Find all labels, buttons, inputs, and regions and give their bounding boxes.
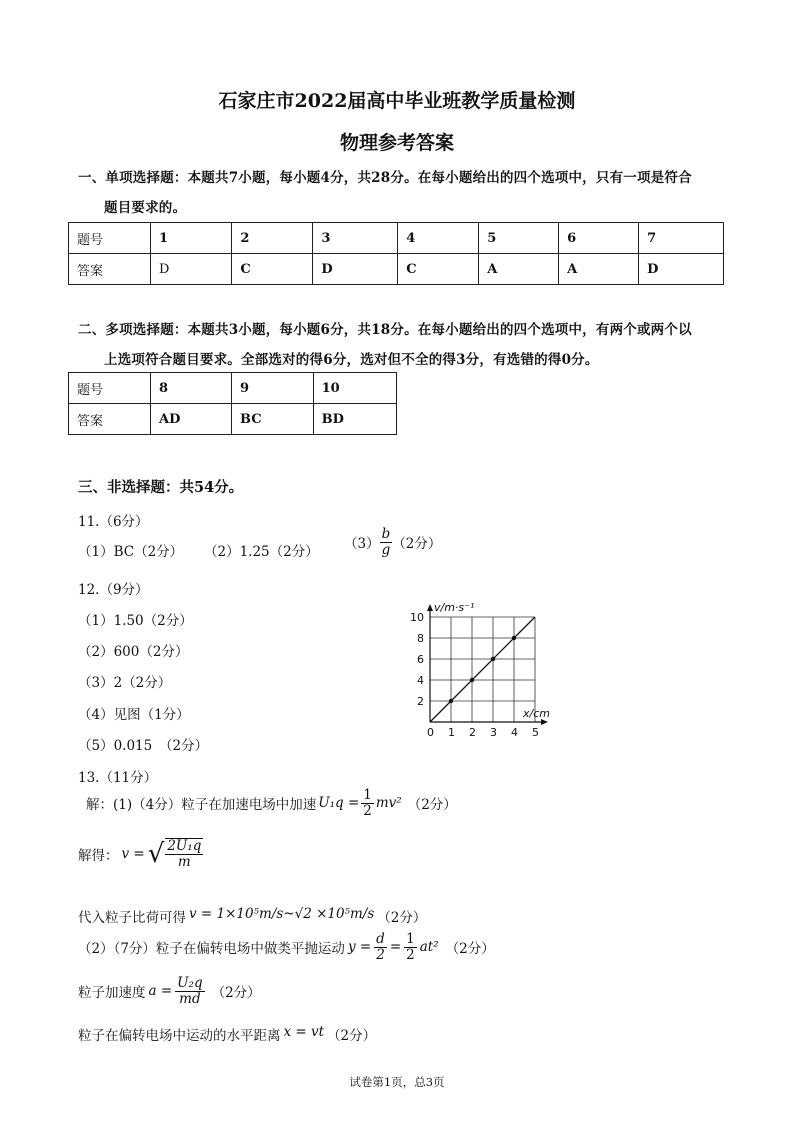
q11-part3 [344, 527, 441, 558]
q13-line1-rhs: mv² [375, 795, 402, 812]
q11-label: 11.（6分） [78, 514, 149, 530]
answer-cell: A [479, 254, 559, 285]
x-tick-label: 5 [532, 726, 539, 739]
q13-line5-suffix: （2分） [211, 985, 261, 1002]
q13-line3 [78, 906, 426, 926]
q13-line3-expr: v = 1×10⁵m/s~√2 ×10⁵m/s [189, 906, 375, 922]
section2-answer-table [68, 372, 397, 435]
q13-line6-suffix: （2分） [327, 1028, 377, 1044]
chart-xtick-labels [427, 726, 539, 739]
q13-line2-fraction [165, 838, 203, 870]
data-point [491, 657, 495, 661]
sqrt-sign-icon: √ [147, 838, 165, 869]
fraction-denominator: md [179, 990, 201, 1007]
answer-cell: C [398, 254, 479, 285]
row-label-question: 题号 [69, 373, 151, 404]
data-point [449, 699, 453, 703]
q13-line5-prefix: 粒子加速度 [78, 985, 146, 1002]
data-point [512, 636, 516, 640]
y-tick-label: 10 [410, 611, 424, 624]
q13-line4-eq: = [389, 939, 402, 956]
question-number: 10 [313, 373, 396, 404]
q13-line4-fraction1 [374, 932, 387, 963]
answer-cell: D [151, 254, 232, 285]
section2-intro-line1: 二、多项选择题：本题共3小题，每小题6分，共18分。在每小题给出的四个选项中，有两个或两个以 [78, 322, 692, 338]
q13-line2-prefix: 解得： [78, 847, 119, 864]
chart-ytick-labels [410, 611, 424, 708]
q12-part2: （2）600（2分） [78, 644, 189, 660]
q13-line1-fraction [361, 788, 374, 819]
answer-cell: D [639, 254, 724, 285]
fraction-denominator: g [381, 541, 391, 558]
fraction-numerator: U₂q [177, 975, 203, 991]
q13-line6-expr: x = vt [283, 1024, 325, 1040]
data-point [470, 678, 474, 682]
answer-cell: BC [232, 404, 314, 435]
fraction-denominator: m [177, 853, 191, 870]
y-tick-label: 2 [417, 695, 424, 708]
x-tick-label: 0 [427, 726, 434, 739]
q11-part3-fraction [380, 527, 393, 558]
q13-line3-suffix: （2分） [377, 910, 427, 926]
y-tick-label: 6 [417, 653, 424, 666]
q11-part3-suffix: （2分） [392, 536, 442, 553]
question-number: 7 [639, 223, 724, 254]
q11-part2: （2）1.25（2分） [204, 544, 319, 560]
section1-answer-table [68, 222, 724, 285]
section3-heading: 三、非选择题：共54分。 [78, 479, 244, 496]
q12-part1: （1）1.50（2分） [78, 613, 193, 629]
y-axis-arrow-icon [427, 604, 433, 611]
question-number: 6 [559, 223, 639, 254]
q13-line1 [86, 788, 457, 819]
answer-cell: AD [151, 404, 232, 435]
question-number: 1 [151, 223, 232, 254]
q13-line6 [78, 1024, 376, 1044]
y-tick-label: 8 [417, 632, 424, 645]
question-number: 9 [232, 373, 314, 404]
fit-line [430, 617, 535, 722]
table-row-answers [69, 404, 397, 435]
x-tick-label: 1 [448, 726, 455, 739]
section1-intro-line2: 题目要求的。 [104, 200, 187, 216]
chart-ylabel: v/m·s⁻¹ [434, 601, 475, 614]
q13-line4 [78, 932, 495, 963]
page-subtitle: 物理参考答案 [339, 132, 454, 154]
q13-line6-prefix: 粒子在偏转电场中运动的水平距离 [78, 1028, 281, 1044]
fraction-denominator: 2 [376, 946, 385, 963]
section1-intro-line1: 一、单项选择题：本题共7小题，每小题4分，共28分。在每小题给出的四个选项中，只有一项是符合 [78, 170, 692, 186]
q12-part5: （5）0.015 （2分） [78, 738, 209, 754]
fraction-numerator: d [376, 931, 385, 947]
question-number: 2 [232, 223, 313, 254]
q13-line4-lhs: y = [347, 939, 372, 956]
q13-line1-lhs: U₁q = [318, 795, 360, 812]
q11-part3-prefix: （3） [344, 536, 380, 553]
answer-cell: C [232, 254, 313, 285]
q13-line5 [78, 976, 261, 1007]
question-number: 4 [398, 223, 479, 254]
x-tick-label: 2 [469, 726, 476, 739]
q13-line1-prefix: 解：(1)（4分）粒子在加速电场中加速 [86, 797, 317, 814]
q12-part4: （4）见图（1分） [78, 707, 190, 723]
page-footer: 试卷第1页，总3页 [349, 1075, 445, 1089]
q13-line2-lhs: v = [121, 845, 145, 862]
q13-line5-lhs: a = [148, 983, 173, 1000]
fraction-numerator: b [381, 526, 391, 542]
q13-line4-rhs: at² [419, 939, 439, 956]
y-tick-label: 4 [417, 674, 424, 687]
q11-part1: （1）BC（2分） [78, 544, 184, 560]
q13-line1-suffix: （2分） [407, 797, 457, 814]
fraction-denominator: 2 [363, 802, 372, 819]
x-tick-label: 4 [511, 726, 518, 739]
question-number: 5 [479, 223, 559, 254]
section2-intro-line2: 上选项符合题目要求。全部选对的得6分，选对但不全的得3分，有选错的得0分。 [104, 352, 599, 368]
fraction-numerator: 2U₁q [167, 838, 202, 854]
question-number: 8 [151, 373, 232, 404]
q13-line4-fraction2 [404, 932, 417, 963]
chart-fit-line [430, 617, 535, 722]
q12-part3: （3）2（2分） [78, 675, 172, 691]
row-label-answer: 答案 [69, 254, 151, 285]
q13-line4-prefix: （2）（7分）粒子在偏转电场中做类平抛运动 [78, 941, 345, 958]
fraction-denominator: 2 [406, 946, 415, 963]
q13-line5-fraction [175, 976, 204, 1007]
fraction-numerator: 1 [363, 787, 372, 803]
row-label-question: 题号 [69, 223, 151, 254]
q13-label: 13.（11分） [78, 770, 158, 786]
answer-cell: D [313, 254, 398, 285]
x-tick-label: 3 [490, 726, 497, 739]
table-row-questions [69, 373, 397, 404]
chart-xlabel: x/cm [523, 707, 550, 720]
row-label-answer: 答案 [69, 404, 151, 435]
answer-cell: BD [313, 404, 396, 435]
q13-line3-prefix: 代入粒子比荷可得 [78, 910, 186, 926]
answer-cell: A [559, 254, 639, 285]
table-row-questions [69, 223, 724, 254]
table-row-answers [69, 254, 724, 285]
page-title: 石家庄市2022届高中毕业班教学质量检测 [218, 90, 576, 112]
q12-label: 12.（9分） [78, 582, 149, 598]
question-number: 3 [313, 223, 398, 254]
velocity-displacement-chart [400, 596, 570, 746]
q13-line4-suffix: （2分） [445, 941, 495, 958]
fraction-numerator: 1 [406, 931, 415, 947]
q13-line2 [78, 838, 203, 870]
